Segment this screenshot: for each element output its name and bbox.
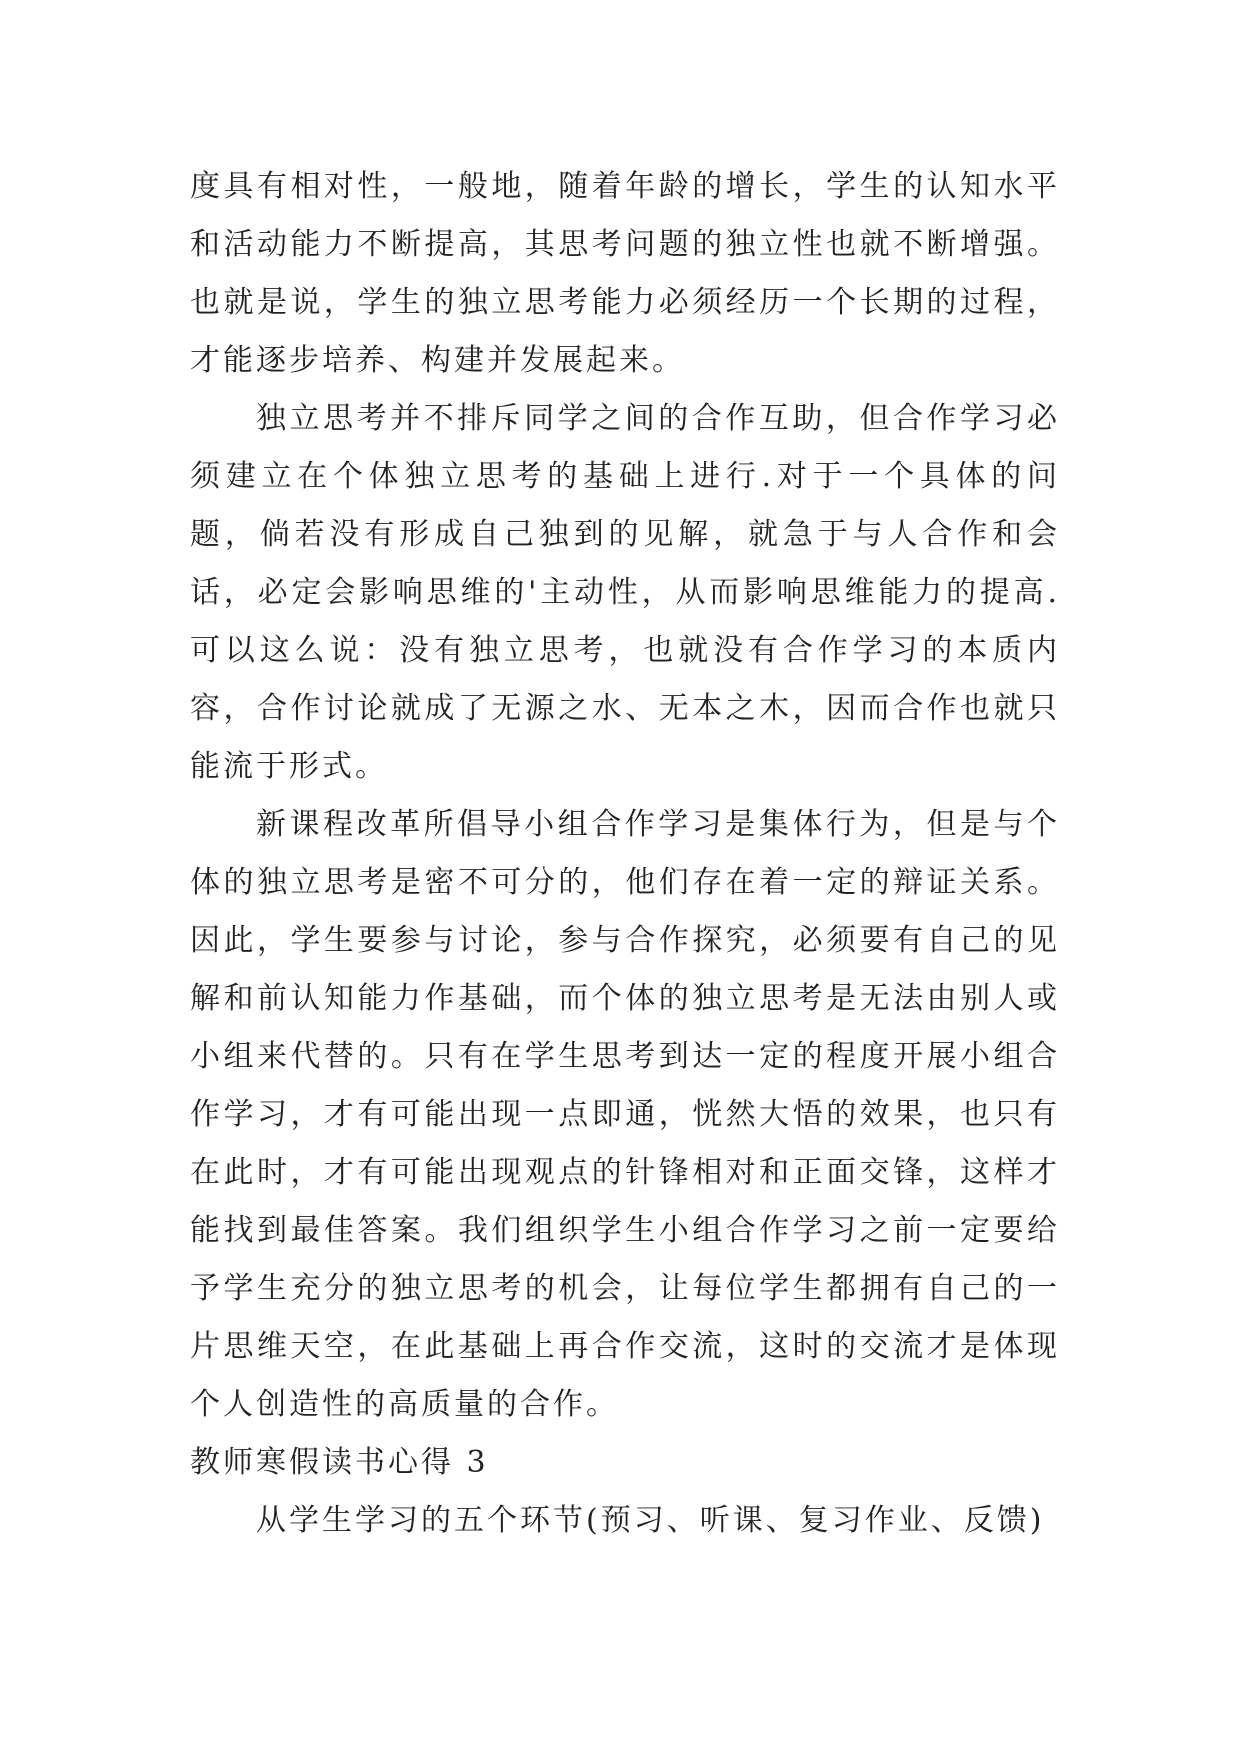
paragraph-3: 新课程改革所倡导小组合作学习是集体行为，但是与个体的独立思考是密不可分的，他们存在着一定的辩证关系。因此，学生要参与讨论，参与合作探究，必须要有自己的见解和前认知能力作基础，而个体的独立思考是无法由别人或小组来代替的。只有在学生思考到达一定的程度开展小组合作学习，才有可能出现一点即通，恍然大悟的效果，也只有在此时，才有可能出现观点的针锋相对和正面交锋，这样才能找到最佳答案。我们组织学生小组合作学习之前一定要给予学生充分的独立思考的机会，让每位学生都拥有自己的一片思维天空，在此基础上再合作交流，这时的交流才是体现个人创造性的高质量的合作。: [190, 807, 1060, 1422]
section-heading: 教师寒假读书心得 3: [190, 1445, 489, 1480]
paragraph-1: 度具有相对性，一般地，随着年龄的增长，学生的认知水平和活动能力不断提高，其思考问题的独立性也就不断增强。也就是说，学生的独立思考能力必须经历一个长期的过程，才能逐步培养、构建并发展起来。: [190, 169, 1060, 378]
paragraph-2: 独立思考并不排斥同学之间的合作互助，但合作学习必须建立在个体独立思考的基础上进行.对于一个具体的问题，倘若没有形成自己独到的见解，就急于与人合作和会话，必定会影响思维的'主动性，从而影响思维能力的提高.可以这么说：没有独立思考，也就没有合作学习的本质内容，合作讨论就成了无源之水、无本之木，因而合作也就只能流于形式。: [190, 401, 1060, 784]
document-body: [190, 158, 1060, 1550]
paragraph-4: 从学生学习的五个环节(预习、听课、复习作业、反馈): [256, 1503, 1045, 1538]
